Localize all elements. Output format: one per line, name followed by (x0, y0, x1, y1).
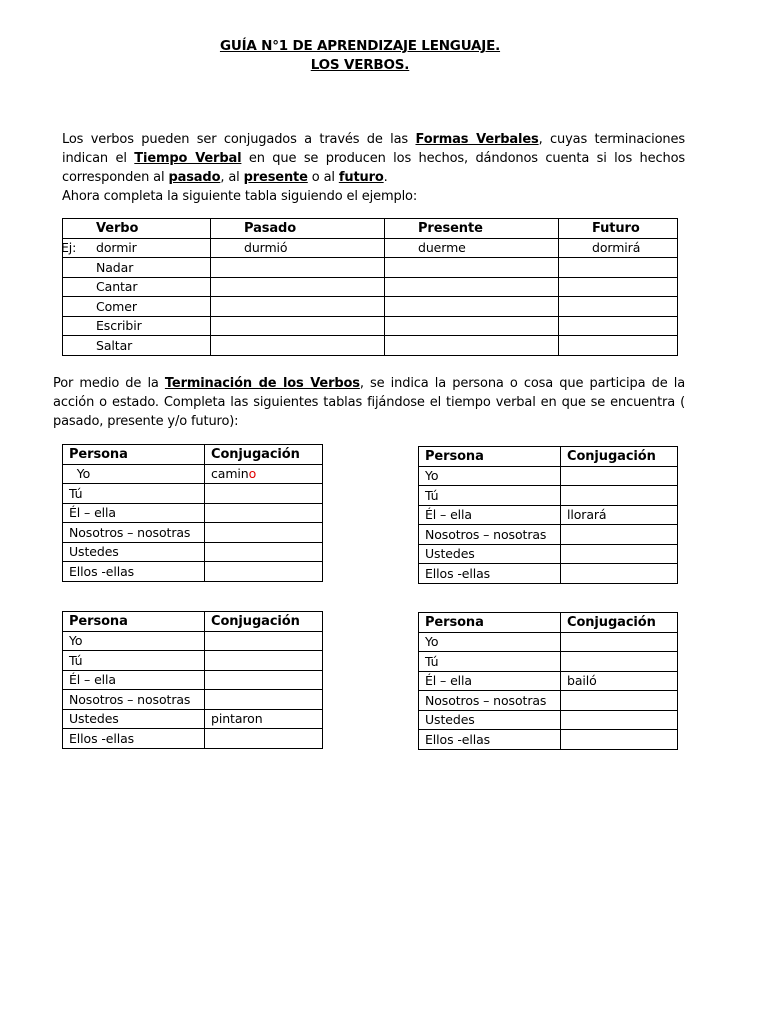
table-row (63, 277, 678, 297)
conjugation-table-4 (418, 612, 678, 750)
table-row (63, 562, 323, 582)
table-row (63, 542, 323, 562)
futuro-cell[interactable] (559, 277, 678, 297)
persona-cell: Ellos -ellas (63, 562, 205, 582)
intro-text: , al (220, 170, 244, 185)
verb-cell (63, 238, 211, 258)
conjugacion-cell[interactable] (561, 544, 678, 564)
persona-cell: Él – ella (63, 670, 205, 690)
intro-text: , cuyas terminaciones indican el (62, 132, 685, 166)
persona-cell: Nosotros – nosotras (419, 525, 561, 545)
intro-text: Los verbos pueden ser conjugados a través de las (62, 132, 416, 147)
table-header-row (63, 219, 678, 239)
verb-label: dormir (96, 240, 137, 256)
table-header-row (419, 447, 678, 467)
intro-text: o al (307, 170, 339, 185)
table-row (63, 297, 678, 317)
conjugacion-cell (205, 464, 323, 484)
futuro-cell[interactable] (559, 258, 678, 278)
table-row (419, 564, 678, 584)
keyword-futuro: futuro (338, 170, 384, 185)
page-subtitle: LOS VERBOS. (310, 57, 410, 73)
persona-cell: Tú (419, 652, 561, 672)
intro-paragraph (62, 130, 685, 187)
conjugacion-cell[interactable] (205, 523, 323, 543)
header-conjugacion: Conjugación (561, 613, 678, 633)
conjugacion-cell[interactable] (205, 631, 323, 651)
conjugacion-cell[interactable] (205, 670, 323, 690)
conjugacion-cell[interactable] (561, 466, 678, 486)
table-row (63, 316, 678, 336)
header-futuro: Futuro (559, 219, 678, 239)
futuro-cell[interactable] (559, 297, 678, 317)
header-verbo: Verbo (63, 219, 211, 239)
conjugation-table-1 (62, 444, 323, 582)
table-row (63, 709, 323, 729)
table-row (419, 486, 678, 506)
persona-cell: Tú (419, 486, 561, 506)
page-title: GUÍA N°1 DE APRENDIZAJE LENGUAJE. (219, 38, 501, 54)
header-persona: Persona (63, 445, 205, 465)
keyword-presente: presente (243, 170, 308, 185)
persona-cell: Ellos -ellas (419, 564, 561, 584)
keyword-terminacion: Terminación de los Verbos (164, 376, 360, 391)
futuro-cell[interactable] (559, 336, 678, 356)
conjugation-table-3 (62, 611, 323, 749)
header-persona: Persona (419, 447, 561, 467)
table-row (63, 631, 323, 651)
table-row (419, 466, 678, 486)
pasado-cell[interactable] (211, 297, 385, 317)
pasado-cell: durmió (211, 238, 385, 258)
conjugacion-cell[interactable] (561, 486, 678, 506)
presente-cell[interactable] (385, 297, 559, 317)
intro-text: . (383, 170, 388, 185)
table-row (63, 651, 323, 671)
conjugacion-cell[interactable] (561, 632, 678, 652)
conjugacion-cell[interactable] (561, 564, 678, 584)
presente-cell[interactable] (385, 336, 559, 356)
header-presente: Presente (385, 219, 559, 239)
conjugacion-cell[interactable] (205, 503, 323, 523)
persona-cell: Él – ella (419, 671, 561, 691)
conjugacion-cell[interactable] (205, 542, 323, 562)
verb-table (62, 218, 678, 356)
verb-cell: Nadar (63, 258, 211, 278)
keyword-formas-verbales: Formas Verbales (415, 132, 539, 147)
persona-cell: Nosotros – nosotras (419, 691, 561, 711)
header-persona: Persona (63, 612, 205, 632)
pasado-cell[interactable] (211, 316, 385, 336)
header-pasado: Pasado (211, 219, 385, 239)
table-row (63, 503, 323, 523)
table-row (63, 523, 323, 543)
table-row (63, 670, 323, 690)
persona-cell: Él – ella (419, 505, 561, 525)
table-row (63, 238, 678, 258)
table-row (419, 730, 678, 750)
conjugation-ending: o (248, 466, 257, 482)
section2-text: Por medio de la (53, 376, 165, 391)
persona-cell: Ustedes (419, 544, 561, 564)
conjugacion-cell[interactable] (561, 525, 678, 545)
table-row (419, 710, 678, 730)
conjugacion-cell[interactable] (561, 730, 678, 750)
table-row (63, 729, 323, 749)
table-row (419, 671, 678, 691)
conjugacion-cell[interactable] (205, 651, 323, 671)
conjugacion-cell[interactable] (205, 690, 323, 710)
table-row (419, 632, 678, 652)
persona-cell: Ustedes (63, 709, 205, 729)
persona-cell: Ellos -ellas (419, 730, 561, 750)
presente-cell[interactable] (385, 258, 559, 278)
section2-text: , se indica la persona o cosa que participa de la acción o estado. Completa las siguientes tablas fijándose el tiempo verbal en que se encuentra ( pasado, presente y/o futuro): (53, 376, 686, 429)
verb-cell: Escribir (63, 316, 211, 336)
persona-cell: Nosotros – nosotras (63, 690, 205, 710)
futuro-cell: dormirá (559, 238, 678, 258)
table-row (63, 258, 678, 278)
conjugacion-cell[interactable] (205, 729, 323, 749)
header-conjugacion: Conjugación (205, 612, 323, 632)
conjugacion-cell[interactable] (561, 652, 678, 672)
verb-cell: Saltar (63, 336, 211, 356)
header-conjugacion: Conjugación (205, 445, 323, 465)
table-row (63, 484, 323, 504)
keyword-tiempo-verbal: Tiempo Verbal (134, 151, 242, 166)
persona-cell: Yo (63, 464, 205, 484)
pasado-cell[interactable] (211, 277, 385, 297)
futuro-cell[interactable] (559, 316, 678, 336)
header-conjugacion: Conjugación (561, 447, 678, 467)
conjugacion-cell[interactable] (561, 691, 678, 711)
keyword-pasado: pasado (168, 170, 221, 185)
conjugacion-cell[interactable] (205, 562, 323, 582)
table-row (419, 544, 678, 564)
presente-cell[interactable] (385, 316, 559, 336)
presente-cell: duerme (385, 238, 559, 258)
section2-paragraph (53, 374, 685, 431)
table-row (63, 336, 678, 356)
persona-cell: Tú (63, 651, 205, 671)
pasado-cell[interactable] (211, 258, 385, 278)
presente-cell[interactable] (385, 277, 559, 297)
table-row (63, 690, 323, 710)
instruction-text: Ahora completa la siguiente tabla siguiendo el ejemplo: (62, 189, 418, 204)
persona-cell: Tú (63, 484, 205, 504)
example-marker: Ej: (61, 239, 77, 255)
conjugacion-cell[interactable] (561, 710, 678, 730)
table-header-row (63, 612, 323, 632)
conjugation-table-2 (418, 446, 678, 584)
pasado-cell[interactable] (211, 336, 385, 356)
verb-cell: Cantar (63, 277, 211, 297)
persona-cell: Yo (419, 466, 561, 486)
header-persona: Persona (419, 613, 561, 633)
conjugacion-cell: pintaron (205, 709, 323, 729)
table-row (419, 691, 678, 711)
conjugation-stem: camin (211, 466, 249, 482)
persona-cell: Yo (419, 632, 561, 652)
persona-cell: Nosotros – nosotras (63, 523, 205, 543)
table-row (419, 505, 678, 525)
conjugacion-cell[interactable] (205, 484, 323, 504)
table-header-row (419, 613, 678, 633)
persona-cell: Ellos -ellas (63, 729, 205, 749)
table-row (63, 464, 323, 484)
persona-cell: Ustedes (63, 542, 205, 562)
persona-cell: Él – ella (63, 503, 205, 523)
table-header-row (63, 445, 323, 465)
conjugacion-cell: llorará (561, 505, 678, 525)
conjugacion-cell: bailó (561, 671, 678, 691)
table-row (419, 652, 678, 672)
intro-text: en que se producen los hechos, dándonos cuenta si los hechos corresponden al (62, 151, 686, 185)
persona-cell: Ustedes (419, 710, 561, 730)
verb-cell: Comer (63, 297, 211, 317)
persona-cell: Yo (63, 631, 205, 651)
table-row (419, 525, 678, 545)
